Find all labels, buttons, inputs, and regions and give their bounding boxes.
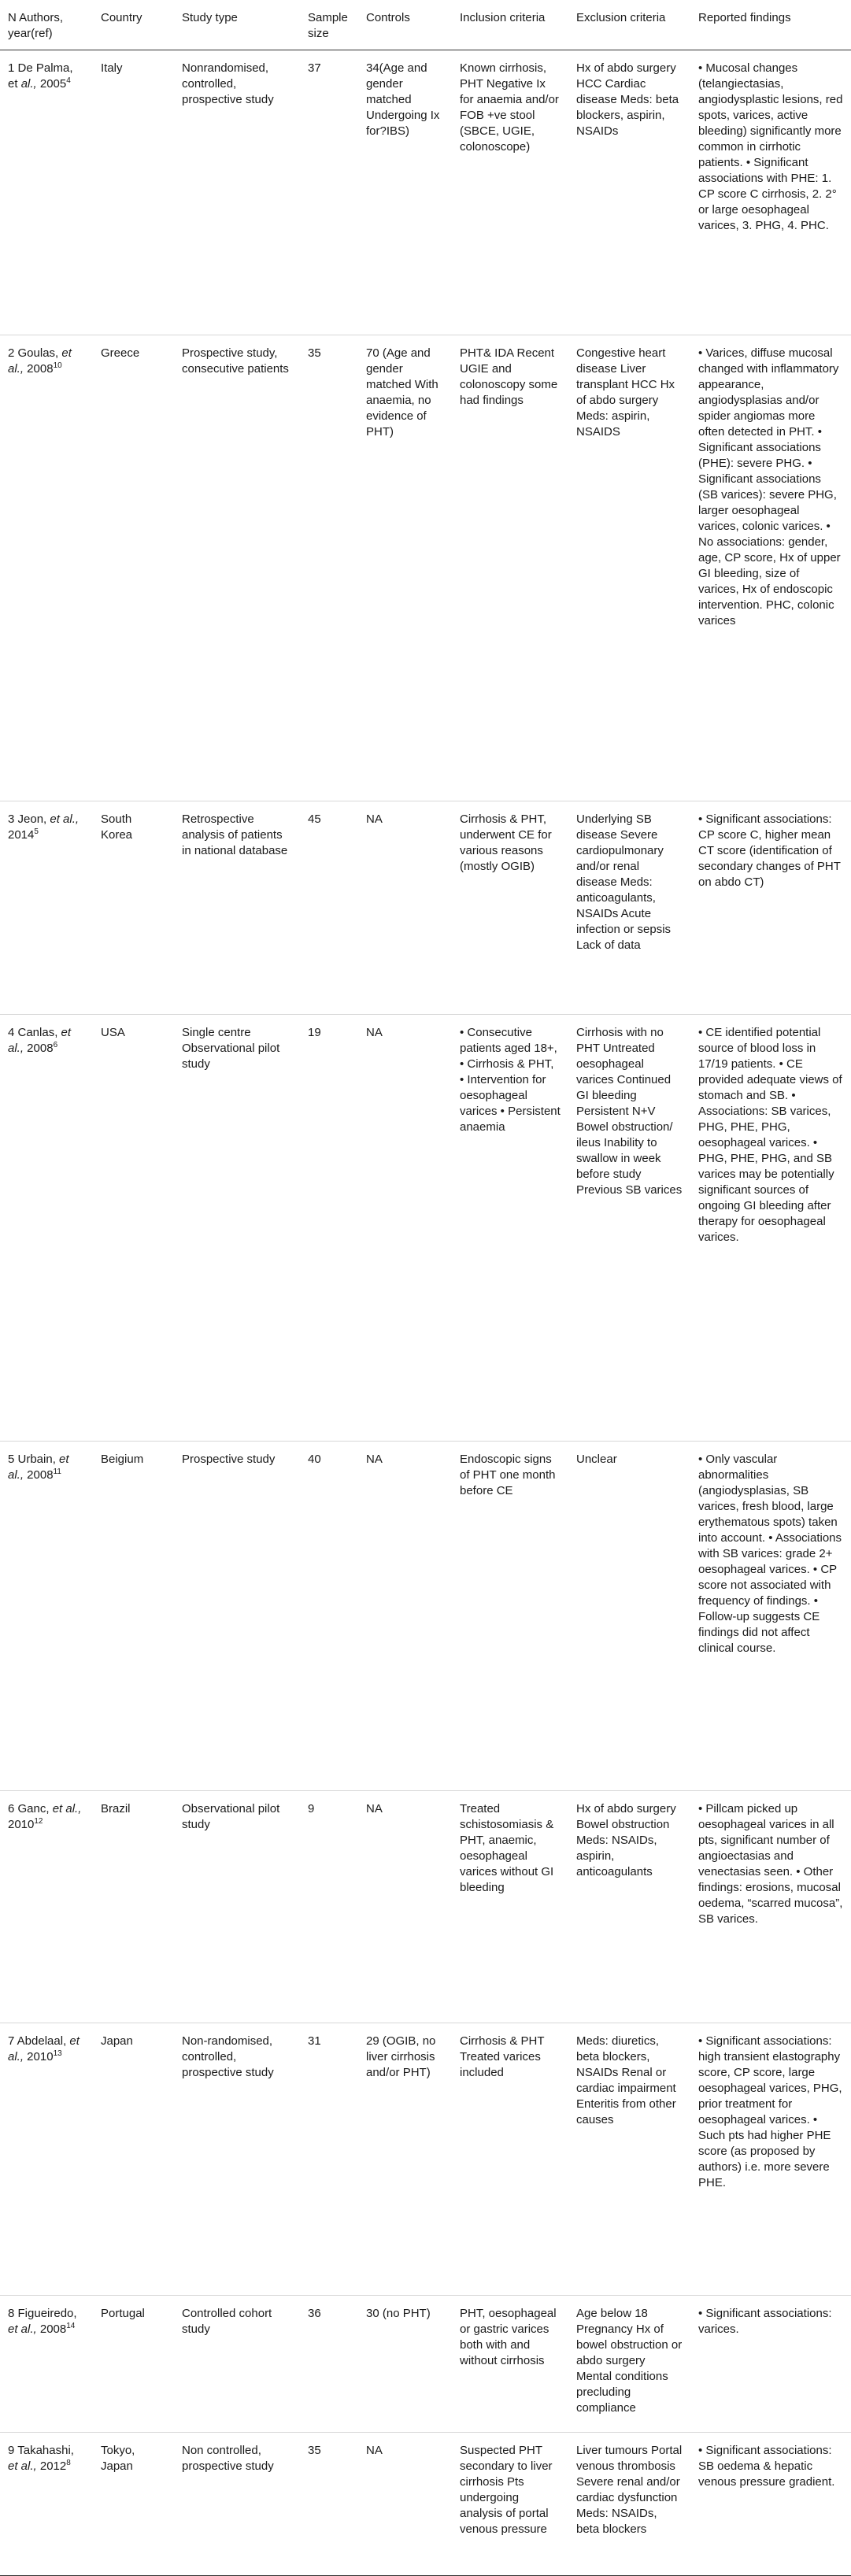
- cell-exclusion: Liver tumours Portal venous thrombosis Severe renal and/or cardiac dysfunction Meds: NSAIDs, beta blockers: [576, 2444, 683, 2537]
- cell-exclusion: Hx of abdo surgery Bowel obstruction Meds: NSAIDs, aspirin, anticoagulants: [576, 1801, 676, 1878]
- cell-author: [0, 1015, 93, 1441]
- cell-sample-size: 36: [308, 2306, 321, 2320]
- cell-controls: NA: [366, 2444, 383, 2458]
- reference-number: 10: [53, 361, 62, 371]
- author-year: 2008: [36, 2322, 67, 2336]
- cell-study-type: Retrospective analysis of patients in national database: [182, 812, 288, 858]
- cell-study-type: Single centre Observational pilot study: [182, 1026, 280, 1071]
- author-name: 6 Ganc,: [8, 1801, 53, 1815]
- cell-author: [0, 335, 93, 801]
- author-name: 4 Canlas,: [8, 1026, 61, 1040]
- cell-country: USA: [101, 1026, 125, 1040]
- cell-sample-size: 40: [308, 1452, 321, 1466]
- reference-number: 8: [66, 2459, 71, 2468]
- author-year: 2008: [24, 362, 54, 376]
- cell-author: [0, 50, 93, 335]
- header-inclusion: Inclusion criteria: [452, 0, 568, 50]
- cell-country: Brazil: [101, 1801, 131, 1815]
- author-name: 8 Figueiredo,: [8, 2306, 77, 2320]
- cell-controls: 34(Age and gender matched Undergoing Ix for?IBS): [366, 61, 440, 138]
- reference-number: 13: [53, 2049, 62, 2058]
- table-row: [0, 50, 851, 335]
- cell-author: [0, 801, 93, 1015]
- table-row: [0, 1790, 851, 2023]
- cell-inclusion: Suspected PHT secondary to liver cirrhosis Pts undergoing analysis of portal venous pressure: [460, 2444, 553, 2537]
- cell-findings: • Significant associations: varices.: [698, 2306, 832, 2336]
- cell-findings: • Varices, diffuse mucosal changed with inflammatory appearance, angiodysplasias and/or spider angiomas more often detected in PHT. • Significant associations (PHE): severe PHG. • Significant associations (SB varices): severe PHG, larger oesophageal varices, colonic varices. • No associations: gender, age, CP score, Hx of upper GI bleeding, size of varices, Hx of endoscopic intervention. PHC, colonic varices: [698, 346, 841, 628]
- cell-study-type: Non controlled, prospective study: [182, 2444, 274, 2474]
- author-year: 2005: [36, 76, 67, 91]
- cell-country: Italy: [101, 61, 123, 75]
- cell-exclusion: Meds: diuretics, beta blockers, NSAIDs Renal or cardiac impairment Enteritis from other causes: [576, 2034, 676, 2126]
- cell-inclusion: PHT& IDA Recent UGIE and colonoscopy some had findings: [460, 346, 558, 408]
- table-row: [0, 335, 851, 801]
- cell-study-type: Observational pilot study: [182, 1801, 280, 1831]
- cell-findings: • Significant associations: SB oedema & hepatic venous pressure gradient.: [698, 2444, 835, 2489]
- cell-findings: • Significant associations: high transient elastography score, CP score, large oesophageal varices, PHG, prior treatment for oesophageal varices. • Such pts had higher PHE score (as proposed by authors) i.e. more severe PHE.: [698, 2034, 842, 2189]
- cell-country: Beigium: [101, 1452, 144, 1466]
- reference-number: 4: [66, 76, 71, 85]
- cell-findings: • Mucosal changes (telangiectasias, angiodysplastic lesions, red spots, varices, active bleeding) significantly more common in cirrhotic patients. • Significant associations with PHE: 1. CP score C cirrhosis, 2. 2° or large oesophageal varices, 3. PHG, 4. PHC.: [698, 61, 843, 232]
- header-sample-size: Sample size: [300, 0, 358, 50]
- author-et-al: et al.,: [50, 812, 80, 827]
- cell-country: Portugal: [101, 2306, 145, 2320]
- table-row: [0, 2295, 851, 2432]
- cell-findings: • Pillcam picked up oesophageal varices in all pts, significant number of angioectasias and venectasias seen. • Other findings: erosions, mucosal oedema, “scarred mucosa”, SB varices.: [698, 1801, 843, 1926]
- cell-findings: • Significant associations: CP score C, higher mean CT score (identification of secondary changes of PHT on abdo CT): [698, 812, 841, 890]
- cell-inclusion: Treated schistosomiasis & PHT, anaemic, oesophageal varices without GI bleeding: [460, 1801, 554, 1894]
- cell-sample-size: 9: [308, 1801, 315, 1815]
- cell-sample-size: 19: [308, 1026, 321, 1040]
- cell-study-type: Nonrandomised, controlled, prospective study: [182, 61, 274, 106]
- author-et-al: et al.,: [8, 1026, 72, 1056]
- author-year: 2008: [24, 1042, 54, 1056]
- table-row: [0, 1015, 851, 1441]
- cell-exclusion: Age below 18 Pregnancy Hx of bowel obstruction or abdo surgery Mental conditions precluding compliance: [576, 2306, 683, 2415]
- cell-exclusion: Hx of abdo surgery HCC Cardiac disease Meds: beta blockers, aspirin, NSAIDs: [576, 61, 679, 138]
- author-et-al: et al.,: [8, 346, 72, 376]
- cell-inclusion: PHT, oesophageal or gastric varices both with and without cirrhosis: [460, 2306, 557, 2367]
- cell-country: Japan: [101, 2034, 133, 2048]
- cell-study-type: Controlled cohort study: [182, 2306, 272, 2336]
- cell-controls: NA: [366, 812, 383, 827]
- author-et-al: et al.,: [8, 1452, 69, 1482]
- cell-sample-size: 37: [308, 61, 321, 75]
- cell-controls: NA: [366, 1026, 383, 1040]
- cell-exclusion: Unclear: [576, 1452, 617, 1466]
- cell-sample-size: 45: [308, 812, 321, 827]
- cell-controls: 30 (no PHT): [366, 2306, 431, 2320]
- cell-sample-size: 35: [308, 346, 321, 361]
- table-row: [0, 801, 851, 1015]
- cell-inclusion: Known cirrhosis, PHT Negative Ix for anaemia and/or FOB +ve stool (SBCE, UGIE, colonoscope): [460, 61, 559, 154]
- header-country: Country: [93, 0, 174, 50]
- cell-findings: • CE identified potential source of blood loss in 17/19 patients. • CE provided adequate views of stomach and SB. • Associations: SB varices, PHG, PHE, PHG, oesophageal varices. • PHG, PHE, PHG, and SB varices may be potentially significant sources of ongoing GI bleeding after therapy for oesophageal varices.: [698, 1026, 842, 1245]
- author-et-al: et al.,: [8, 2459, 37, 2474]
- header-study-type: Study type: [174, 0, 300, 50]
- author-year: 2010: [24, 2049, 54, 2063]
- author-year: 2012: [36, 2459, 67, 2474]
- author-name: 5 Urbain,: [8, 1452, 60, 1466]
- cell-sample-size: 35: [308, 2444, 321, 2458]
- cell-author: [0, 2433, 93, 2576]
- reference-number: 5: [34, 827, 39, 837]
- cell-sample-size: 31: [308, 2034, 321, 2048]
- cell-exclusion: Cirrhosis with no PHT Untreated oesophageal varices Continued GI bleeding Persistent N+V Bowel obstruction/ ileus Inability to swallow in week before study Previous SB varices: [576, 1026, 683, 1197]
- header-exclusion: Exclusion criteria: [568, 0, 690, 50]
- cell-author: [0, 2295, 93, 2432]
- table-row: [0, 1441, 851, 1790]
- cell-country: South Korea: [101, 812, 133, 842]
- table-row: [0, 2023, 851, 2295]
- author-name: 3 Jeon,: [8, 812, 50, 827]
- cell-controls: NA: [366, 1801, 383, 1815]
- header-findings: Reported findings: [690, 0, 851, 50]
- author-name: 7 Abdelaal,: [8, 2034, 70, 2048]
- cell-controls: NA: [366, 1452, 383, 1466]
- cell-author: [0, 1441, 93, 1790]
- cell-study-type: Prospective study: [182, 1452, 276, 1466]
- cell-author: [0, 2023, 93, 2295]
- cell-inclusion: Cirrhosis & PHT Treated varices included: [460, 2034, 545, 2079]
- author-name: 9 Takahashi,: [8, 2444, 74, 2458]
- reference-number: 14: [66, 2321, 76, 2330]
- author-et-al: et al.,: [52, 1801, 82, 1815]
- header-row: [0, 0, 851, 50]
- cell-country: Tokyo, Japan: [101, 2444, 135, 2474]
- author-et-al: et al.,: [8, 2034, 80, 2063]
- cell-exclusion: Underlying SB disease Severe cardiopulmonary and/or renal disease Meds: anticoagulants, NSAIDs Acute infection or sepsis Lack of data: [576, 812, 672, 953]
- author-name: 1 De Palma, et: [8, 61, 73, 91]
- cell-study-type: Non-randomised, controlled, prospective study: [182, 2034, 274, 2079]
- author-year: 2014: [8, 828, 35, 842]
- author-et-al: et al.,: [8, 2322, 37, 2336]
- cell-controls: 29 (OGIB, no liver cirrhosis and/or PHT): [366, 2034, 436, 2079]
- cell-findings: • Only vascular abnormalities (angiodysplasias, SB varices, fresh blood, large erythematous spots) taken into account. • Associations with SB varices: grade 2+ oesophageal varices. • CP score not associated with frequency of findings. • Follow-up suggests CE findings did not affect clinical course.: [698, 1452, 842, 1655]
- cell-controls: 70 (Age and gender matched With anaemia, no evidence of PHT): [366, 346, 438, 439]
- author-year: 2008: [24, 1468, 54, 1482]
- author-year: 2010: [8, 1817, 35, 1831]
- cell-inclusion: • Consecutive patients aged 18+, • Cirrhosis & PHT, • Intervention for oesophageal varices • Persistent anaemia: [460, 1026, 561, 1134]
- cell-country: Greece: [101, 346, 140, 361]
- author-et-al: al.,: [20, 76, 37, 91]
- table-row: [0, 2433, 851, 2576]
- reference-number: 11: [53, 1467, 61, 1476]
- cell-inclusion: Endoscopic signs of PHT one month before CE: [460, 1452, 556, 1497]
- cell-author: [0, 1790, 93, 2023]
- reference-number: 12: [34, 1816, 43, 1826]
- header-author: N Authors, year(ref): [0, 0, 93, 50]
- header-controls: Controls: [358, 0, 452, 50]
- cell-study-type: Prospective study, consecutive patients: [182, 346, 289, 376]
- cell-exclusion: Congestive heart disease Liver transplant HCC Hx of abdo surgery Meds: aspirin, NSAIDS: [576, 346, 675, 439]
- reference-number: 6: [53, 1041, 58, 1050]
- author-name: 2 Goulas,: [8, 346, 62, 361]
- cell-inclusion: Cirrhosis & PHT, underwent CE for various reasons (mostly OGIB): [460, 812, 552, 874]
